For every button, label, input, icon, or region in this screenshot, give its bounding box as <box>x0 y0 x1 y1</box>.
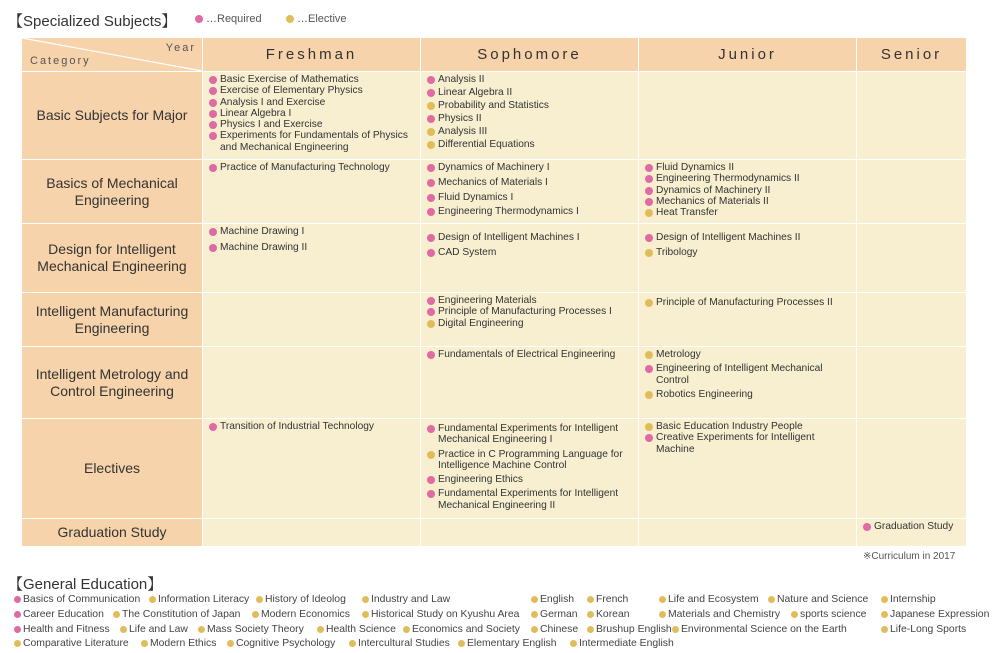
general-subject-name: English <box>540 594 575 605</box>
required-dot-icon <box>209 423 217 431</box>
required-dot-icon <box>209 244 217 252</box>
general-subject <box>587 609 630 620</box>
elective-dot-icon <box>120 626 127 633</box>
required-dot-icon <box>209 121 217 129</box>
subject-name: Engineering Thermodynamics I <box>438 206 579 218</box>
curriculum-note: ※Curriculum in 2017 <box>863 551 956 562</box>
general-subject-name: History of Ideolog <box>265 594 346 605</box>
subject-item <box>427 295 634 306</box>
elective-dot-icon <box>227 640 234 647</box>
subject-item <box>645 173 852 184</box>
required-dot-icon <box>14 611 21 618</box>
subject-name: Digital Engineering <box>438 317 524 329</box>
subject-name: Basic Exercise of Mathematics <box>220 74 359 85</box>
subject-item <box>209 162 416 173</box>
cell-6-freshman <box>203 419 420 518</box>
subject-item <box>427 474 634 485</box>
legend-required <box>195 13 262 25</box>
subject-item <box>645 363 852 386</box>
legend-required-label: …Required <box>206 13 262 25</box>
subject-name: Transition of Industrial Technology <box>220 421 375 432</box>
corner-category-label: Category <box>30 55 91 67</box>
elective-dot-icon <box>768 596 775 603</box>
general-subject-name: Modern Economics <box>261 609 350 620</box>
cell-3-senior <box>857 224 966 292</box>
subject-name: Linear Algebra I <box>220 107 292 119</box>
subject-item <box>427 423 634 446</box>
general-subject <box>252 609 350 620</box>
cell-3-sophomore <box>421 224 638 292</box>
general-subject <box>570 638 674 649</box>
subject-name: Tribology <box>656 247 698 259</box>
general-subject-name: Industry and Law <box>371 594 451 605</box>
elective-dot-icon <box>587 626 594 633</box>
subject-name: Design of Intelligent Machines II <box>656 232 801 243</box>
required-dot-icon <box>645 234 653 242</box>
required-dot-icon <box>209 76 217 84</box>
elective-dot-icon <box>252 611 259 618</box>
general-subject-name: Life and Law <box>129 624 188 635</box>
general-subject-name: Environmental Science on the Earth <box>681 624 847 635</box>
subject-item <box>427 74 634 85</box>
general-subject <box>317 624 396 635</box>
elective-dot-icon <box>427 102 435 110</box>
elective-dot-icon <box>113 611 120 618</box>
cell-6-senior <box>857 419 966 518</box>
general-subject <box>14 624 110 635</box>
elective-dot-icon <box>256 596 263 603</box>
subject-name: Dynamics of Machinery II <box>656 184 771 196</box>
subject-name: Machine Drawing II <box>220 241 308 253</box>
subject-item <box>427 192 634 203</box>
subject-item <box>209 421 416 432</box>
subject-name: Physics I and Exercise <box>220 119 323 131</box>
general-subject <box>531 609 578 620</box>
required-dot-icon <box>645 175 653 183</box>
subject-name: Dynamics of Machinery I <box>438 162 550 173</box>
required-dot-icon <box>427 234 435 242</box>
elective-dot-icon <box>645 299 653 307</box>
legend-elective-label: …Elective <box>297 13 347 25</box>
general-subject-name: Information Literacy <box>158 594 250 605</box>
cell-3-freshman <box>203 224 420 292</box>
required-dot-icon <box>427 297 435 305</box>
general-subject-name: Comparative Literature <box>23 638 129 649</box>
general-subject-name: Health and Fitness <box>23 624 110 635</box>
cell-2-senior <box>857 160 966 223</box>
required-dot-icon <box>645 187 653 195</box>
subject-name: Fundamental Experiments for Intelligent Mechanical Engineering I <box>438 423 619 446</box>
general-subject-name: Materials and Chemistry <box>668 609 781 620</box>
subject-item <box>427 232 634 243</box>
elective-dot-icon <box>14 640 21 647</box>
cell-5-junior <box>639 347 856 418</box>
subject-name: Differential Equations <box>438 139 535 151</box>
subject-item <box>645 389 852 400</box>
category-electives: Electives <box>22 419 202 518</box>
general-subject <box>458 638 557 649</box>
subject-item <box>645 185 852 196</box>
general-subject-name: Historical Study on Kyushu Area <box>371 609 520 620</box>
general-subject-name: French <box>596 594 629 605</box>
subject-name: CAD System <box>438 247 497 259</box>
elective-dot-icon <box>881 611 888 618</box>
general-subject <box>768 594 868 605</box>
general-subject-name: sports science <box>800 609 867 620</box>
subject-name: Robotics Engineering <box>656 388 753 400</box>
required-dot-icon <box>645 365 653 373</box>
subject-item <box>645 207 852 218</box>
general-subject-name: Mass Society Theory <box>207 624 304 635</box>
subject-item <box>427 100 634 111</box>
general-subject-name: Intercultural Studies <box>358 638 450 649</box>
required-dot-icon <box>427 194 435 202</box>
required-dot-icon <box>209 87 217 95</box>
general-subject-name: Internship <box>890 594 936 605</box>
required-dot-icon <box>645 434 653 442</box>
elective-dot-icon <box>362 596 369 603</box>
required-dot-icon <box>209 99 217 107</box>
subject-name: Engineering Materials <box>438 295 537 306</box>
general-subject <box>349 638 450 649</box>
elective-dot-icon <box>531 596 538 603</box>
elective-dot-icon <box>317 626 324 633</box>
required-dot-icon <box>209 228 217 236</box>
general-subject-name: Cognitive Psychology <box>236 638 336 649</box>
general-subject-name: Modern Ethics <box>150 638 217 649</box>
subject-name: Design of Intelligent Machines I <box>438 232 580 243</box>
general-subject <box>672 624 847 635</box>
general-subject-name: Nature and Science <box>777 594 869 605</box>
subject-name: Fundamentals of Electrical Engineering <box>438 349 616 360</box>
elective-dot-icon <box>427 141 435 149</box>
cell-2-junior <box>639 160 856 223</box>
subject-item <box>209 119 416 130</box>
elective-dot-icon <box>141 640 148 647</box>
required-dot-icon <box>427 164 435 172</box>
category-basic-subjects-for-major: Basic Subjects for Major <box>22 72 202 159</box>
general-subject <box>791 609 866 620</box>
general-subject <box>362 594 450 605</box>
general-subject-name: Life-Long Sports <box>890 624 967 635</box>
subject-name: Fluid Dynamics I <box>438 191 514 203</box>
required-dot-icon <box>645 198 653 206</box>
subject-item <box>645 162 852 173</box>
subject-item <box>427 247 634 258</box>
cell-1-senior <box>857 72 966 159</box>
year-header-freshman: Freshman <box>203 38 420 71</box>
elective-dot-icon <box>349 640 356 647</box>
subject-item <box>645 232 852 243</box>
subject-name: Basic Education Industry People <box>656 421 803 432</box>
subject-item <box>645 247 852 258</box>
cell-7-sophomore <box>421 519 638 546</box>
elective-dot-icon <box>645 249 653 257</box>
elective-dot-icon <box>531 626 538 633</box>
subject-name: Engineering Thermodynamics II <box>656 173 800 185</box>
general-subject <box>403 624 520 635</box>
required-dot-icon <box>209 110 217 118</box>
required-dot-icon <box>209 164 217 172</box>
subject-name: Practice of Manufacturing Technology <box>220 162 390 173</box>
cell-7-senior <box>857 519 966 546</box>
elective-dot-icon <box>881 626 888 633</box>
required-dot-icon <box>427 490 435 498</box>
subject-item <box>427 162 634 173</box>
required-dot-icon <box>645 164 653 172</box>
cell-5-sophomore <box>421 347 638 418</box>
subject-name: Engineering of Intelligent Mechanical Control <box>656 363 823 386</box>
general-subject-name: Brushup English <box>596 624 672 635</box>
elective-dot-icon <box>672 626 679 633</box>
subject-item <box>209 85 416 96</box>
elective-dot-icon <box>427 451 435 459</box>
elective-dot-icon <box>645 391 653 399</box>
subject-item <box>645 349 852 360</box>
year-header-senior: Senior <box>857 38 966 71</box>
legend-elective <box>286 13 347 25</box>
general-subject <box>14 609 104 620</box>
required-dot-icon <box>427 425 435 433</box>
general-subject <box>141 638 216 649</box>
general-subject-name: Economics and Society <box>412 624 521 635</box>
subject-item <box>645 196 852 207</box>
required-dot-icon <box>427 249 435 257</box>
general-subject <box>362 609 519 620</box>
subject-name: Analysis III <box>438 126 488 138</box>
general-subject-name: Elementary English <box>467 638 557 649</box>
cell-5-senior <box>857 347 966 418</box>
corner-year-label: Year <box>165 42 196 54</box>
subject-item <box>209 242 416 253</box>
required-dot-icon <box>863 523 871 531</box>
required-dot-icon <box>427 115 435 123</box>
subject-name: Engineering Ethics <box>438 474 523 486</box>
subject-item <box>645 421 852 432</box>
subject-item <box>427 488 634 511</box>
category-intelligent-manufacturing-engineering: Intelligent Manufacturing Engineering <box>22 293 202 346</box>
elective-dot-icon <box>362 611 369 618</box>
elective-dot-icon <box>570 640 577 647</box>
required-dot-icon <box>427 179 435 187</box>
general-subject <box>881 609 989 620</box>
required-dot-icon <box>14 596 21 603</box>
subject-name: Creative Experiments for Intelligent Machine <box>656 432 815 455</box>
subject-item <box>427 126 634 137</box>
general-subject-name: Japanese Expression <box>890 609 990 620</box>
subject-item <box>863 521 962 532</box>
subject-name: Metrology <box>656 349 701 360</box>
required-dot-icon <box>427 476 435 484</box>
subject-name: Machine Drawing I <box>220 226 305 237</box>
elective-dot-icon <box>881 596 888 603</box>
elective-dot-icon <box>587 611 594 618</box>
general-subject <box>659 594 759 605</box>
subject-name: Experiments for Fundamentals of Physics and Mechanical Engineering <box>220 130 408 153</box>
cell-4-junior <box>639 293 856 346</box>
cell-1-sophomore <box>421 72 638 159</box>
elective-dot-icon <box>427 128 435 136</box>
general-subject-name: Life and Ecosystem <box>668 594 759 605</box>
subject-item <box>427 206 634 217</box>
general-subject <box>198 624 304 635</box>
required-dot-icon <box>195 15 203 23</box>
subject-name: Principle of Manufacturing Processes I <box>438 306 612 318</box>
general-subject-name: Chinese <box>540 624 579 635</box>
subject-name: Analysis II <box>438 74 485 85</box>
year-header-junior: Junior <box>639 38 856 71</box>
subject-item <box>209 226 416 237</box>
general-subject <box>531 594 574 605</box>
subject-item <box>427 306 634 317</box>
subject-item <box>209 97 416 108</box>
subject-item <box>209 130 416 153</box>
subject-name: Principle of Manufacturing Processes II <box>656 297 833 308</box>
elective-dot-icon <box>645 209 653 217</box>
corner-header <box>22 38 202 71</box>
subject-item <box>427 349 634 360</box>
subject-name: Linear Algebra II <box>438 87 513 99</box>
cell-6-sophomore <box>421 419 638 518</box>
elective-dot-icon <box>531 611 538 618</box>
subject-name: Graduation Study <box>874 521 954 532</box>
subject-name: Analysis I and Exercise <box>220 96 326 108</box>
cell-1-freshman <box>203 72 420 159</box>
general-subject-name: Career Education <box>23 609 104 620</box>
general-subject <box>881 594 936 605</box>
subject-name: Probability and Statistics <box>438 100 549 112</box>
year-header-sophomore: Sophomore <box>421 38 638 71</box>
general-subject <box>659 609 780 620</box>
cell-7-junior <box>639 519 856 546</box>
elective-dot-icon <box>645 423 653 431</box>
elective-dot-icon <box>659 596 666 603</box>
cell-5-freshman <box>203 347 420 418</box>
elective-dot-icon <box>645 351 653 359</box>
elective-dot-icon <box>458 640 465 647</box>
required-dot-icon <box>427 351 435 359</box>
subject-item <box>427 318 634 329</box>
subject-item <box>209 74 416 85</box>
general-subject <box>587 594 628 605</box>
elective-dot-icon <box>149 596 156 603</box>
general-subject <box>149 594 249 605</box>
subject-name: Fluid Dynamics II <box>656 162 735 173</box>
general-subject <box>256 594 346 605</box>
elective-dot-icon <box>286 15 294 23</box>
elective-dot-icon <box>791 611 798 618</box>
required-dot-icon <box>14 626 21 633</box>
general-subject-name: The Constitution of Japan <box>122 609 241 620</box>
cell-7-freshman <box>203 519 420 546</box>
general-subject-name: Korean <box>596 609 630 620</box>
subject-name: Practice in C Programming Language for Intelligence Machine Control <box>438 448 623 471</box>
subject-name: Mechanics of Materials II <box>656 195 769 207</box>
subject-item <box>427 449 634 472</box>
general-title: 【General Education】 <box>8 576 163 593</box>
general-subject <box>14 594 140 605</box>
general-subject <box>531 624 578 635</box>
required-dot-icon <box>427 308 435 316</box>
category-intelligent-metrology-and-control-engineering: Intelligent Metrology and Control Engineering <box>22 347 202 418</box>
general-subject-name: Health Science <box>326 624 396 635</box>
subject-name: Mechanics of Materials I <box>438 176 548 188</box>
general-subject <box>881 624 966 635</box>
subject-item <box>427 87 634 98</box>
cell-4-senior <box>857 293 966 346</box>
subject-item <box>645 432 852 455</box>
required-dot-icon <box>427 76 435 84</box>
cell-4-freshman <box>203 293 420 346</box>
elective-dot-icon <box>403 626 410 633</box>
required-dot-icon <box>427 89 435 97</box>
category-graduation-study: Graduation Study <box>22 519 202 546</box>
category-basics-of-mechanical-engineering: Basics of Mechanical Engineering <box>22 160 202 223</box>
subject-item <box>209 108 416 119</box>
required-dot-icon <box>209 132 217 140</box>
cell-4-sophomore <box>421 293 638 346</box>
category-design-for-intelligent-mechanical-engineering: Design for Intelligent Mechanical Engineering <box>22 224 202 292</box>
general-subject <box>227 638 335 649</box>
general-subject-name: German <box>540 609 578 620</box>
subject-item <box>645 297 852 308</box>
general-subject <box>587 624 672 635</box>
elective-dot-icon <box>198 626 205 633</box>
cell-2-sophomore <box>421 160 638 223</box>
subject-item <box>427 113 634 124</box>
general-subject <box>14 638 129 649</box>
elective-dot-icon <box>427 320 435 328</box>
subject-name: Heat Transfer <box>656 207 718 219</box>
elective-dot-icon <box>587 596 594 603</box>
elective-dot-icon <box>659 611 666 618</box>
subject-name: Fundamental Experiments for Intelligent Mechanical Engineering II <box>438 488 619 511</box>
cell-3-junior <box>639 224 856 292</box>
cell-2-freshman <box>203 160 420 223</box>
cell-1-junior <box>639 72 856 159</box>
general-subject <box>113 609 240 620</box>
general-subject <box>120 624 188 635</box>
subject-name: Physics II <box>438 113 482 125</box>
subject-name: Exercise of Elementary Physics <box>220 85 363 97</box>
general-subject-name: Basics of Communication <box>23 594 141 605</box>
subject-item <box>427 139 634 150</box>
general-subject-name: Intermediate English <box>579 638 674 649</box>
specialized-title: 【Specialized Subjects】 <box>8 13 177 30</box>
subject-item <box>427 177 634 188</box>
required-dot-icon <box>427 208 435 216</box>
cell-6-junior <box>639 419 856 518</box>
